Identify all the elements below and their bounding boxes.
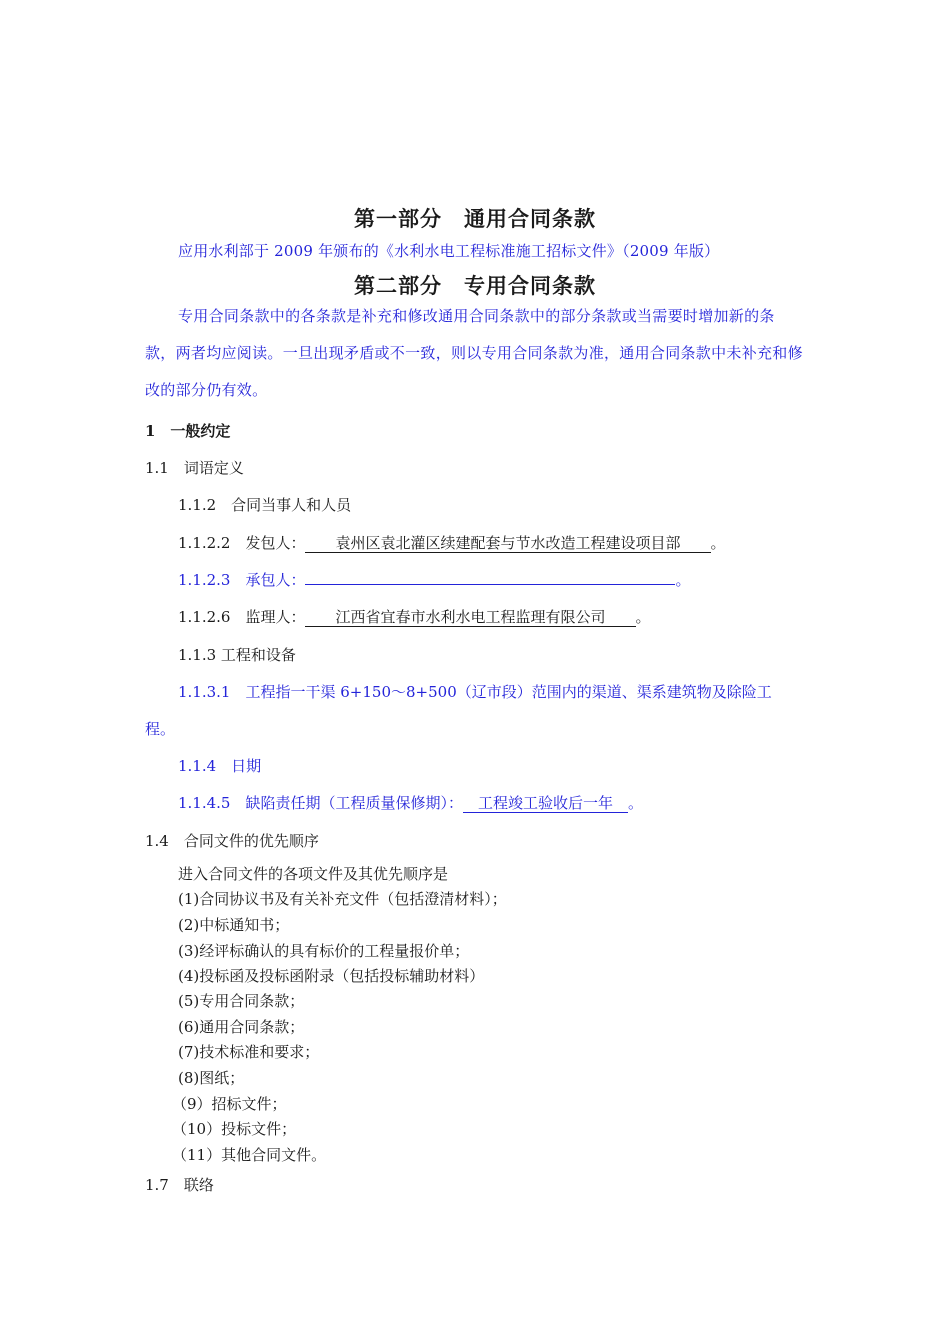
list-item: (4)投标函及投标函附录（包括投标辅助材料） <box>178 967 485 985</box>
clause-works-line1: 1.1.3.1 工程指一干渠 6+150～8+500（辽市段）范围内的渠道、渠系建筑物及除险工 <box>178 683 772 701</box>
part1-title: 第一部分 通用合同条款 <box>354 206 596 231</box>
part2-title: 第二部分 专用合同条款 <box>354 273 596 298</box>
clause-employer-end: 。 <box>710 534 726 552</box>
clause-contractor <box>178 569 691 590</box>
priority-intro: 进入合同文件的各项文件及其优先顺序是 <box>178 865 449 883</box>
list-item: (6)通用合同条款； <box>178 1018 305 1036</box>
clause-supervisor-end: 。 <box>635 608 651 626</box>
employer-value: 袁州区袁北灌区续建配套与节水改造工程建设项目部 <box>305 534 711 552</box>
section-1-4-heading: 1.4 合同文件的优先顺序 <box>145 832 319 850</box>
contractor-value <box>305 584 675 585</box>
list-item: (7)技术标准和要求； <box>178 1043 320 1061</box>
list-item: （11）其他合同文件。 <box>172 1146 327 1164</box>
list-item: (8)图纸； <box>178 1069 245 1087</box>
clause-contractor-label: 1.1.2.3 承包人： <box>178 571 306 589</box>
clause-contractor-end: 。 <box>675 571 691 589</box>
clause-defects-period <box>178 792 643 813</box>
section-1-1-4-heading: 1.1.4 日期 <box>178 757 262 775</box>
clause-employer <box>178 532 726 553</box>
section-1-7-heading: 1.7 联络 <box>145 1176 214 1194</box>
list-item: (1)合同协议书及有关补充文件（包括澄清材料）； <box>178 890 507 908</box>
list-item: （9）招标文件； <box>172 1095 287 1113</box>
intro-paragraph: 专用合同条款中的各条款是补充和修改通用合同条款中的部分条款或当需要时增加新的条款，两者均应阅读。一旦出现矛盾或不一致，则以专用合同条款为准，通用合同条款中未补充和修改的部分仍有效。 <box>145 307 803 399</box>
clause-supervisor-label: 1.1.2.6 监理人： <box>178 608 306 626</box>
clause-defects-label: 1.1.4.5 缺陷责任期（工程质量保修期）： <box>178 794 463 812</box>
clause-defects-end: 。 <box>628 794 644 812</box>
part1-note: 应用水利部于 2009 年颁布的《水利水电工程标准施工招标文件》（2009 年版） <box>178 242 720 260</box>
clause-supervisor <box>178 606 651 627</box>
section-1-1-2-heading: 1.1.2 合同当事人和人员 <box>178 496 352 514</box>
section-1-1-heading: 1.1 词语定义 <box>145 459 244 477</box>
clause-employer-label: 1.1.2.2 发包人： <box>178 534 306 552</box>
list-item: (3)经评标确认的具有标价的工程量报价单； <box>178 942 470 960</box>
defects-period-value: 工程竣工验收后一年 <box>462 794 628 812</box>
clause-works-line2: 程。 <box>145 720 176 738</box>
list-item: (5)专用合同条款； <box>178 992 305 1010</box>
supervisor-value: 江西省宜春市水利水电工程监理有限公司 <box>305 608 636 626</box>
list-item: (2)中标通知书； <box>178 916 290 934</box>
section-1-1-3-heading: 1.1.3 工程和设备 <box>178 646 296 664</box>
list-item: （10）投标文件； <box>172 1120 297 1138</box>
section-1-heading: 1 一般约定 <box>145 422 231 440</box>
